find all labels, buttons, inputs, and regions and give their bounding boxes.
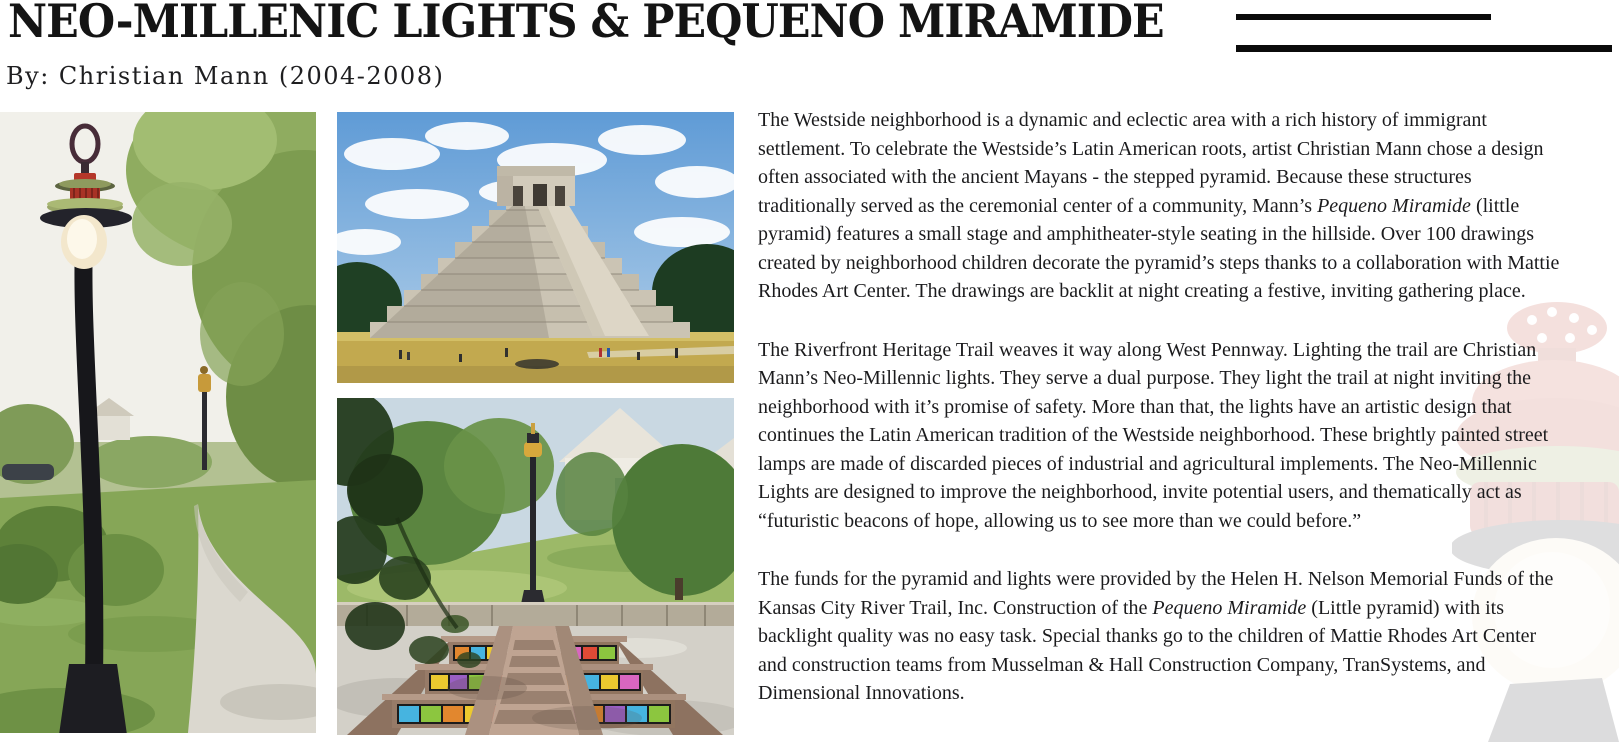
field	[337, 332, 734, 383]
lamp-park-photo	[0, 112, 316, 733]
paragraph-text: The Westside neighborhood is a dynamic and eclectic area with a rich history of immigrant settlement. To celebrate the Westside’s Latin American roots, artist Christian Mann chose a design often associated with the ancient Mayans - the stepped pyramid. Because these structures traditionally served as the ceremonial center of a community, Mann’s	[758, 109, 1544, 217]
photo-neo-millennic-light	[0, 112, 316, 733]
artwork-title-italic: Pequeno Miramide	[1317, 194, 1471, 217]
article-text	[758, 106, 1570, 738]
paragraph-text: The funds for the pyramid and lights were provided by the Helen H. Nelson Memorial Funds of the Kansas City River Trail, Inc. Construction of the	[758, 568, 1554, 619]
paragraph-text: (Little pyramid) with its backlight quality was no easy task. Special thanks go to the children of Mattie Rhodes Art Center and construction teams from Musselman & Hall Construction Company, TranSystems, and Dimensional Innovations.	[758, 596, 1537, 704]
byline: By: Christian Mann (2004-2008)	[6, 62, 445, 90]
photo-mayan-pyramid	[337, 112, 734, 383]
artwork-title-italic: Pequeno Miramide	[1152, 596, 1307, 619]
amphitheater-photo	[337, 398, 734, 735]
decorative-rule-top	[1236, 14, 1491, 20]
paragraph-text: The Riverfront Heritage Trail weaves it way along West Pennway. Lighting the trail are Christian Mann’s Neo-Millennic lights. They serve a dual purpose. They light the trail at night inviting the neighborhood with it’s promise of safety. More than that, the lights have an artistic design that continues the Latin American tradition of the Westside neighborhood. These brightly painted street lamps are made of discarded pieces of industrial and agricultural implements. The Neo-Millennic Lights are designed to improve the neighborhood, invite potential users, and thematically act as “futuristic beacons of hope, allowing us to see more than we could before.”	[758, 338, 1549, 532]
photo-pequeno-miramide	[337, 398, 734, 735]
page-title: NEO-MILLENIC LIGHTS & PEQUENO MIRAMIDE	[8, 0, 1164, 48]
paragraph	[758, 336, 1570, 536]
temple-top	[497, 166, 575, 206]
decorative-rule-bottom	[1236, 45, 1612, 52]
paragraph	[758, 565, 1570, 708]
mayan-pyramid-photo	[337, 112, 734, 383]
paragraph	[758, 106, 1570, 306]
parked-car	[2, 464, 54, 480]
paragraph-text: (little pyramid) features a small stage and amphitheater-style seating in the hillside. Over 100 drawings created by neighborhood children decorate the pyramid’s steps thanks to a collaboration with Mattie Rhodes Art Center. The drawings are backlit at night creating a festive, inviting gathering place.	[758, 194, 1560, 302]
